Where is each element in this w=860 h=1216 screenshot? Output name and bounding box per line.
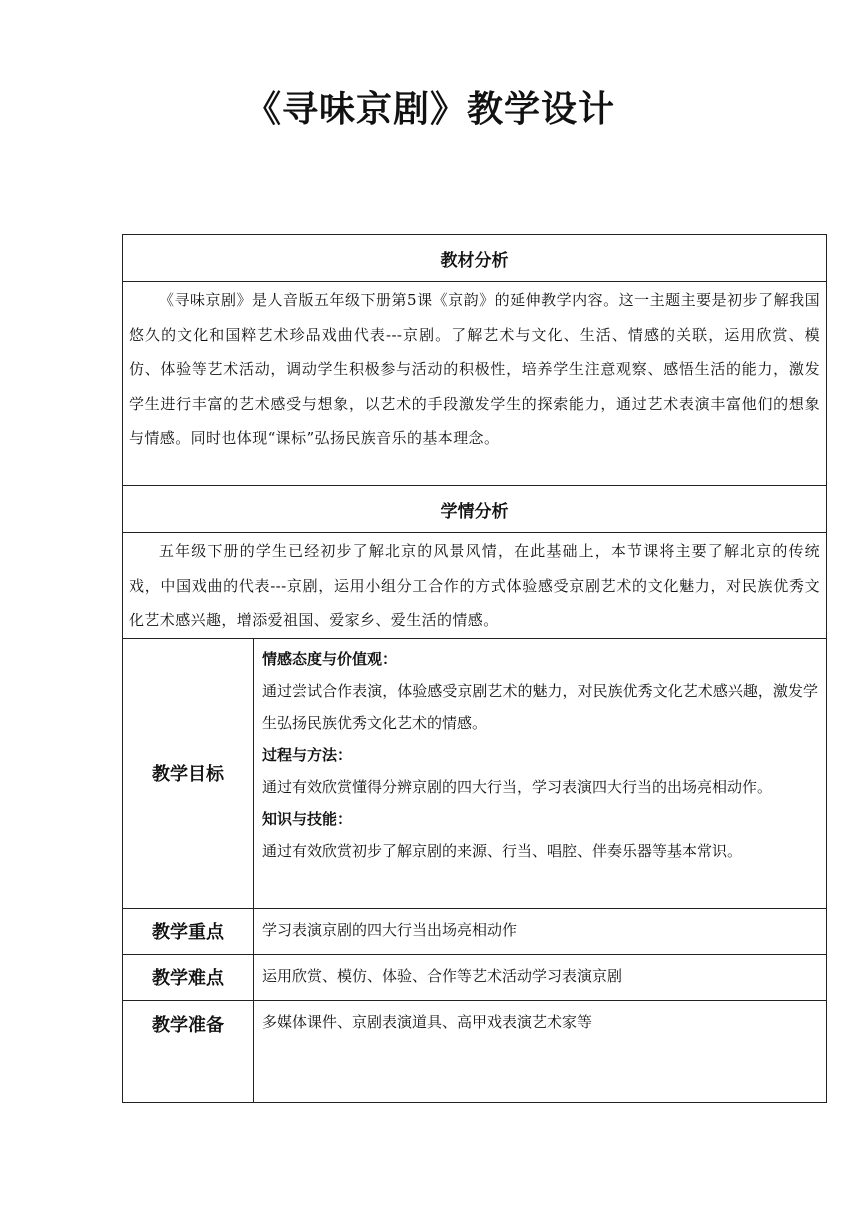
process-goal-heading: 过程与方法： bbox=[262, 745, 353, 764]
material-analysis-body-row bbox=[123, 282, 827, 486]
teaching-goals-row bbox=[123, 638, 827, 908]
key-points-row bbox=[123, 908, 827, 954]
difficulties-row bbox=[123, 954, 827, 1000]
material-analysis-header-row bbox=[123, 235, 827, 282]
document-title: 《寻味京剧》教学设计 bbox=[244, 89, 615, 130]
preparation-text: 多媒体课件、京剧表演道具、高甲戏表演艺术家等 bbox=[254, 1000, 827, 1102]
difficulties-label: 教学难点 bbox=[123, 954, 254, 1000]
material-analysis-text: 《寻味京剧》是人音版五年级下册第5课《京韵》的延伸教学内容。这一主题主要是初步了解我国悠久的文化和国粹艺术珍品戏曲代表---京剧。了解艺术与文化、生活、情感的关联，运用欣赏、模仿、体验等艺术活动，调动学生积极参与活动的积极性，培养学生注意观察、感悟生活的能力，激发学生进行丰富的艺术感受与想象，以艺术的手段激发学生的探索能力，通过艺术表演丰富他们的想象与情感。同时也体现“课标”弘扬民族音乐的基本理念。 bbox=[123, 282, 827, 486]
teaching-goals-content bbox=[254, 638, 827, 908]
key-points-label: 教学重点 bbox=[123, 908, 254, 954]
preparation-row bbox=[123, 1000, 827, 1102]
emotion-goal-heading: 情感态度与价值观： bbox=[262, 649, 398, 668]
knowledge-goal-text: 通过有效欣赏初步了解京剧的来源、行当、唱腔、伴奏乐器等基本常识。 bbox=[262, 841, 743, 860]
student-analysis-body-row bbox=[123, 533, 827, 639]
preparation-label: 教学准备 bbox=[123, 1000, 254, 1102]
material-analysis-heading: 教材分析 bbox=[123, 235, 827, 282]
knowledge-goal-heading: 知识与技能： bbox=[262, 809, 353, 828]
emotion-goal-text: 通过尝试合作表演，体验感受京剧艺术的魅力，对民族优秀文化艺术感兴趣，激发学生弘扬民族优秀文化艺术的情感。 bbox=[262, 681, 818, 732]
student-analysis-text: 五年级下册的学生已经初步了解北京的风景风情，在此基础上，本节课将主要了解北京的传统戏，中国戏曲的代表---京剧，运用小组分工合作的方式体验感受京剧艺术的文化魅力，对民族优秀文化艺术感兴趣，增添爱祖国、爱家乡、爱生活的情感。 bbox=[123, 533, 827, 639]
key-points-text: 学习表演京剧的四大行当出场亮相动作 bbox=[254, 908, 827, 954]
difficulties-text: 运用欣赏、模仿、体验、合作等艺术活动学习表演京剧 bbox=[254, 954, 827, 1000]
student-analysis-heading: 学情分析 bbox=[123, 486, 827, 533]
teaching-goals-label: 教学目标 bbox=[123, 638, 254, 908]
process-goal-text: 通过有效欣赏懂得分辨京剧的四大行当，学习表演四大行当的出场亮相动作。 bbox=[262, 777, 773, 796]
lesson-plan-table bbox=[122, 234, 827, 1103]
student-analysis-header-row bbox=[123, 486, 827, 533]
